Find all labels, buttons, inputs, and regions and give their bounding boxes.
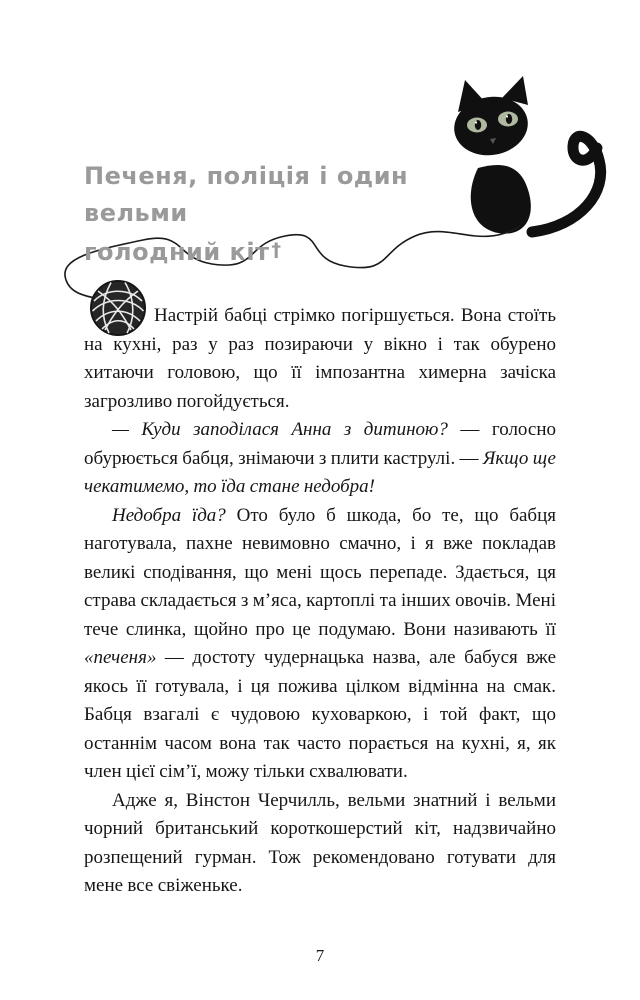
- footnote-dagger-icon: †: [271, 239, 282, 262]
- chapter-title-line2: голодний кіт: [84, 238, 270, 267]
- text-segment-italic: «печеня»: [84, 647, 157, 668]
- paragraph: [84, 302, 556, 416]
- text-segment: — голосно обурюється бабця, знімаючи з плити каструлі. —: [84, 419, 556, 469]
- text-segment-italic: — Куди заподілася Анна з дитиною?: [112, 419, 448, 440]
- page-number: 7: [315, 946, 325, 965]
- chapter-title: [84, 158, 484, 271]
- text-segment: Адже я, Вінстон Черчилль, вельми знатний і вельми чорний британський короткошерстий кіт, надзвичайно розпещений гурман. Тож рекомендовано готувати для мене все свіженьке.: [84, 789, 556, 896]
- text-segment: — достоту чудернацька назва, але бабуся вже якось її готувала, і ця пожива цілком відмінна на смак. Бабця взагалі є чудовою куховаркою, і той факт, що останнім часом вона так часто порається на кухні, я, як член цієї сім’ї, можу тільки схвалювати.: [84, 647, 556, 782]
- text-segment: Настрій бабці стрімко погіршується. Вона стоїть на кухні, раз у раз позираючи у вікно і так обурено хитаючи головою, що її імпозантна химерна зачіска загрозливо погойдується.: [84, 305, 556, 412]
- paragraph: [84, 416, 556, 502]
- text-segment-italic: Якщо ще чекатимемо, то їда стане недобра!: [84, 447, 556, 497]
- body-text: [84, 302, 556, 901]
- text-segment-italic: Недобра їда?: [112, 504, 226, 526]
- text-segment: Ото було б шкода, бо те, що бабця наготувала, пахне невимовно смачно, і я вже покладав великі сподівання, що мені щось перепаде. Здається, ця страва складається з м’яса, картоплі та інших овочів. Мені тече слинка, щойно про це подумаю. Вони називають її: [84, 504, 556, 640]
- chapter-title-line1: Печеня, поліція і один вельми: [84, 162, 409, 228]
- paragraph: [84, 502, 556, 787]
- paragraph: [84, 787, 556, 901]
- cat-eye-glint-right: [506, 115, 508, 117]
- cat-eye-glint-left: [475, 121, 477, 123]
